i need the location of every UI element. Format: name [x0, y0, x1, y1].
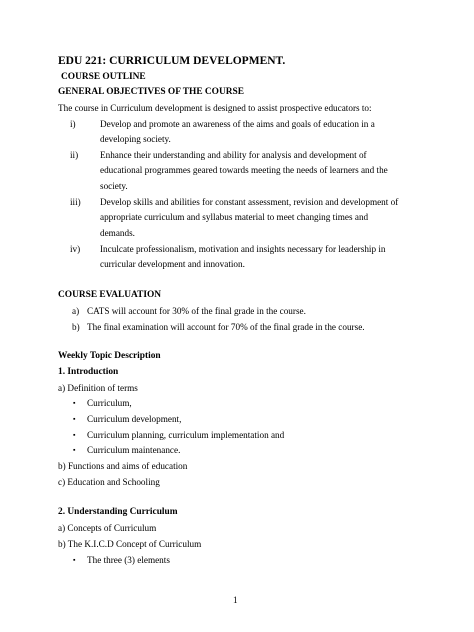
objective-text: Develop and promote an awareness of the aims and goals of education in a	[100, 119, 375, 129]
bullet-text: Curriculum development,	[87, 414, 182, 424]
objective-text: society.	[100, 181, 128, 191]
evaluation-heading: COURSE EVALUATION	[58, 290, 162, 300]
bullet-text: Curriculum planning, curriculum implementation and	[87, 430, 285, 440]
bullet-marker: ▪	[73, 399, 76, 407]
objective-text: Enhance their understanding and ability for analysis and development of	[100, 150, 367, 160]
section-heading: 1. Introduction	[58, 367, 119, 377]
course-outline-heading: COURSE OUTLINE	[61, 72, 146, 82]
evaluation-number: a)	[72, 306, 80, 316]
evaluation-text: CATS will account for 30% of the final grade in the course.	[87, 306, 306, 316]
subtopic: a) Definition of terms	[58, 383, 138, 393]
subtopic: b) Functions and aims of education	[58, 461, 188, 471]
objective-text: Develop skills and abilities for constant assessment, revision and development of	[100, 197, 399, 207]
objective-number: ii)	[70, 150, 79, 160]
objective-text: educational programmes geared towards meeting the needs of learners and the	[100, 165, 388, 175]
objective-text: developing society.	[100, 134, 171, 144]
document-title: EDU 221: CURRICULUM DEVELOPMENT.	[58, 55, 286, 67]
subtopic: a) Concepts of Curriculum	[58, 523, 157, 533]
objective-number: iii)	[70, 197, 81, 207]
evaluation-number: b)	[72, 322, 80, 332]
objective-text: curricular development and innovation.	[100, 259, 245, 269]
subtopic: c) Education and Schooling	[58, 477, 160, 487]
bullet-marker: ▪	[73, 431, 76, 439]
subtopic: b) The K.I.C.D Concept of Curriculum	[58, 539, 202, 549]
objective-number: i)	[70, 119, 76, 129]
objectives-heading: GENERAL OBJECTIVES OF THE COURSE	[58, 87, 244, 97]
bullet-text: The three (3) elements	[87, 555, 170, 565]
page-number: 1	[233, 595, 238, 605]
objective-text: demands.	[100, 228, 135, 238]
evaluation-text: The final examination will account for 70% of the final grade in the course.	[87, 322, 365, 332]
section-heading: 2. Understanding Curriculum	[58, 507, 178, 517]
bullet-marker: ▪	[73, 415, 76, 423]
objectives-intro: The course in Curriculum development is designed to assist prospective educators to:	[58, 103, 372, 113]
objective-number: iv)	[70, 244, 81, 254]
bullet-text: Curriculum maintenance.	[87, 445, 181, 455]
bullet-text: Curriculum,	[87, 398, 132, 408]
objective-text: appropriate curriculum and syllabus material to meet changing times and	[100, 212, 369, 222]
bullet-marker: ▪	[73, 446, 76, 454]
objective-text: Inculcate professionalism, motivation and insights necessary for leadership in	[100, 244, 386, 254]
bullet-marker: ▪	[73, 556, 76, 564]
weekly-topics-heading: Weekly Topic Description	[58, 351, 161, 361]
